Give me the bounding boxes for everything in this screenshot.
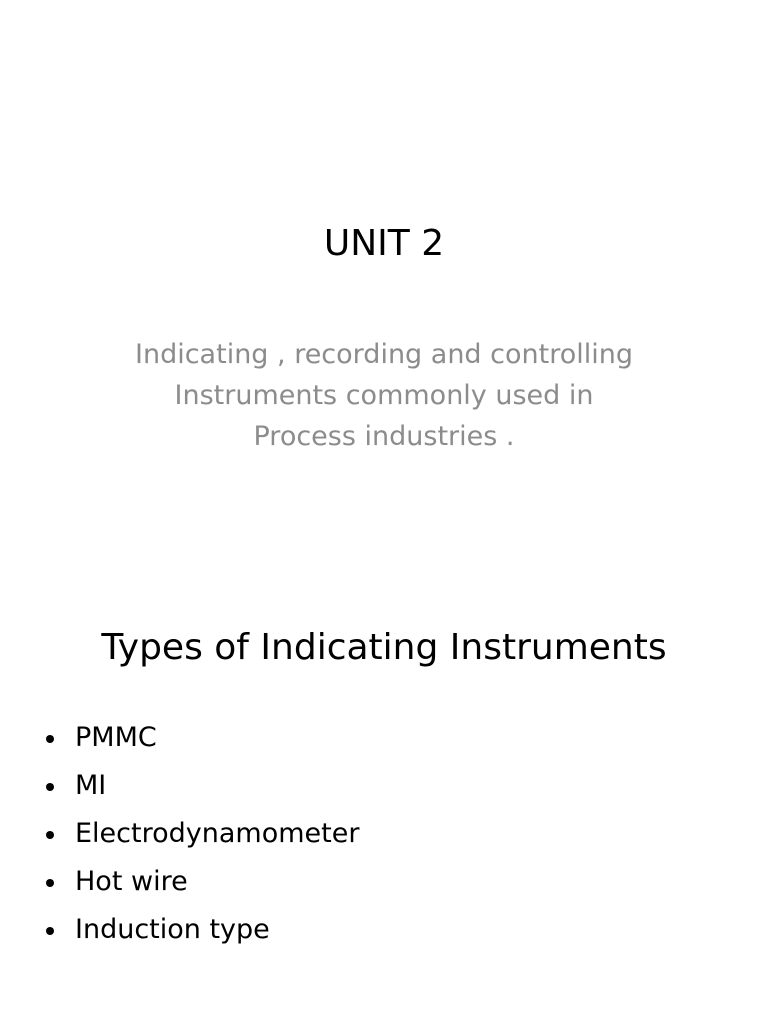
list-item <box>46 810 359 858</box>
list-item-text: MI <box>75 770 107 801</box>
list-item <box>46 906 359 954</box>
list-item-text: PMMC <box>75 722 157 753</box>
bullet-icon <box>46 927 54 935</box>
list-item <box>46 714 359 762</box>
subtitle-line: Instruments commonly used in <box>174 380 594 411</box>
list-item <box>46 858 359 906</box>
bullet-icon <box>46 735 54 743</box>
bullet-icon <box>46 879 54 887</box>
bullet-icon <box>46 831 54 839</box>
list-item-text: Hot wire <box>75 866 188 897</box>
subtitle-line: Process industries . <box>253 421 515 452</box>
list-item-text: Electrodynamometer <box>75 818 360 849</box>
list-item-text: Induction type <box>75 914 270 945</box>
slide-title: UNIT 2 <box>323 223 445 264</box>
subtitle-line: Indicating , recording and controlling <box>135 339 633 370</box>
list-item <box>46 762 359 810</box>
bullet-list <box>46 714 359 954</box>
bullet-icon <box>46 783 54 791</box>
slide-2 <box>0 576 768 1024</box>
slide-title: Types of Indicating Instruments <box>101 627 667 668</box>
slide-subtitle <box>84 334 684 457</box>
